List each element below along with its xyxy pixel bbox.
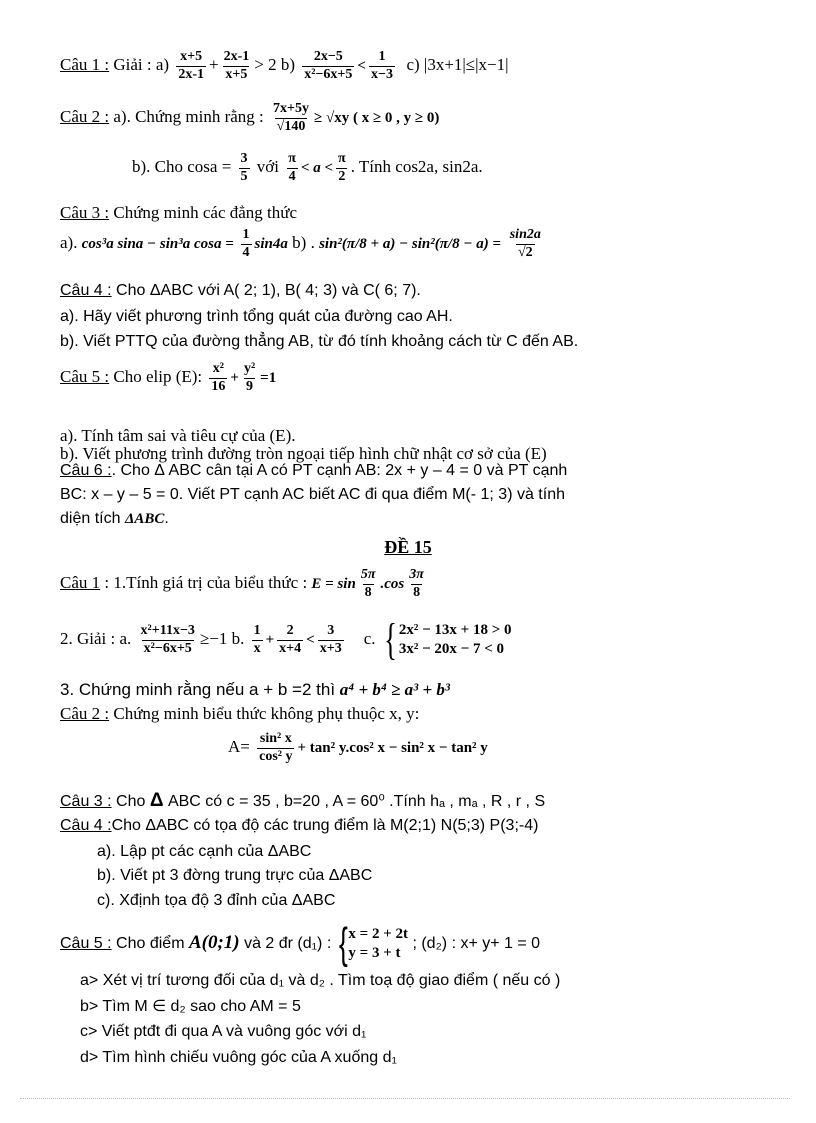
fraction: $\frac{\text{sin² x}}{\text{cos² y}}$	[259, 731, 293, 764]
de15-cau3: Câu 3 : Cho Δ ABC có c = 35 , b=20 , A = 60⁰ .Tính hₐ , mₐ , R , r , S	[60, 790, 546, 811]
question-label: Câu 4 :	[60, 282, 112, 299]
de15-cau2-expression: A= $\frac{\text{sin² x}}{\text{cos² y}}$ + tan² y.cos² x − sin² x − tan² y	[228, 731, 488, 764]
fraction: $\frac{\text{x²}}{16}$	[211, 361, 226, 394]
fraction: $\frac{\sin 2a}{√2}$	[509, 227, 541, 260]
fraction: $\frac{2x-5}{\text{x²−6x+5}}$	[304, 49, 353, 82]
equation-system: { x = 2 + 2t y = 3 + t	[338, 919, 409, 968]
de14-cau6: Câu 6 :. Cho Δ ABC cân tại A có PT cạnh AB: 2x + y – 4 = 0 và PT cạnh	[60, 462, 568, 479]
de14-cau6-line2: BC: x – y – 5 = 0. Viết PT cạnh AC biết AC đi qua điểm M(- 1; 3) và tính	[60, 486, 565, 503]
fraction: $\frac{1}{x}$	[253, 622, 261, 656]
question-label: Câu 5 :	[60, 367, 110, 387]
fraction: $\frac{\pi}{2}$	[338, 151, 346, 184]
de14-cau5b: b). Viết phương trình đường tròn ngoại tiếp hình chữ nhật cơ sở của (E)	[60, 444, 547, 463]
fraction: $\frac{3}{x+3}$	[319, 622, 342, 656]
question-label: Câu 2 :	[60, 704, 110, 723]
fraction: $\frac{\text{y²}}{9}$	[243, 361, 256, 394]
question-label: Câu 6 :	[60, 462, 112, 479]
question-label: Câu 4 :	[60, 817, 112, 834]
de14-cau3: Câu 3 : Chứng minh các đẳng thức	[60, 203, 298, 222]
equation-system: { 2x² − 13x + 18 > 0 3x² − 20x − 7 < 0	[383, 615, 512, 664]
de15-cau4: Câu 4 :Cho ΔABC có tọa độ các trung điểm là M(2;1) N(5;3) P(3;-4)	[60, 817, 539, 834]
de15-cau1-3: 3. Chứng minh rằng nếu a + b =2 thì a⁴ + b⁴ ≥ a³ + b³	[60, 680, 451, 699]
de14-cau4b: b). Viết PTTQ của đường thẳng AB, từ đó tính khoảng cách từ C đến AB.	[60, 333, 579, 350]
de14-cau2: Câu 2 : a). Chứng minh rằng : $\frac{7x+5y}{√140}$ ≥ √xy ( x ≥ 0 , y ≥ 0)	[60, 101, 440, 134]
de14-cau1: Câu 1 : Giải : a) $\frac{x+5}{2x-1}$ + $\frac{2x-1}{x+5}$ > 2 b) $\frac{2x-5}{\text{x²−6x+5}}$ < $\frac{1}{x-3}$ c) |3x+1|≤|x−1|	[60, 49, 509, 82]
de14-cau6-line3: diện tích ΔABC.	[60, 510, 169, 527]
de15-cau2: Câu 2 : Chứng minh biểu thức không phụ thuộc x, y:	[60, 704, 420, 723]
de14-cau5: Câu 5 : Cho elip (E): $\frac{\text{x²}}{16}$ + $\frac{\text{y²}}{9}$ =1	[60, 361, 277, 394]
fraction: $\frac{2x-1}{x+5}$	[223, 49, 250, 82]
de15-cau1: Câu 1 : 1.Tính giá trị của biểu thức : E = sin $\frac{5\pi}{8}$ .cos $\frac{3\pi}{8}$	[60, 567, 424, 600]
question-label: Câu 3 :	[60, 203, 110, 222]
fraction: $\frac{1}{4}$	[242, 227, 250, 260]
de14-cau2b: b). Cho cosa = $\frac{3}{5}$ với $\frac{\pi}{4}$ < a < $\frac{\pi}{2}$ . Tính cos2a, sin2a.	[132, 151, 483, 184]
fraction: $\frac{5\pi}{8}$	[360, 567, 376, 600]
de15-cau5d: d> Tìm hình chiếu vuông góc của A xuống d₁	[80, 1049, 397, 1066]
de15-cau5a: a> Xét vị trí tương đối của d₁ và d₂ . Tìm toạ độ giao điểm ( nếu có )	[80, 972, 561, 989]
question-label: Câu 2 :	[60, 107, 110, 127]
question-label: Câu 3 :	[60, 793, 112, 810]
exam-heading: ĐỀ 15	[384, 537, 432, 557]
fraction: $\frac{3}{5}$	[240, 151, 248, 184]
de15-cau5c: c> Viết ptđt đi qua A và vuông góc với d₁	[80, 1023, 367, 1040]
page-divider	[20, 1098, 790, 1099]
de15-cau5: Câu 5 : Cho điểm A(0;1) và 2 đr (d₁) : { x = 2 + 2t y = 3 + t ; (d₂) : x+ y+ 1 = 0	[60, 919, 541, 968]
fraction: $\frac{\text{x²+11x−3}}{\text{x²−6x+5}}$	[140, 622, 195, 656]
de15-cau5b: b> Tìm M ∈ d₂ sao cho AM = 5	[80, 998, 301, 1015]
fraction: $\frac{1}{x-3}$	[370, 49, 393, 82]
de14-cau4a: a). Hãy viết phương trình tổng quát của đường cao AH.	[60, 308, 453, 325]
de15-cau4c: c). Xđịnh tọa độ 3 đỉnh của ΔABC	[97, 892, 336, 909]
fraction: $\frac{7x+5y}{√140}$	[273, 101, 309, 134]
fraction: $\frac{2}{x+4}$	[279, 622, 302, 656]
fraction: $\frac{\pi}{4}$	[288, 151, 296, 184]
de14-cau3-identities: a). cos³a sina − sin³a cosa = $\frac{1}{4}$ sin4a b) . sin²(π/8 + a) − sin²(π/8 − a) = $\frac{\sin 2a}{√2}$	[60, 227, 541, 260]
de15-cau4b: b). Viết pt 3 đờng trung trực của ΔABC	[97, 867, 373, 884]
de14-cau5a: a). Tính tâm sai và tiêu cự của (E).	[60, 426, 296, 445]
question-label: Câu 1	[60, 573, 101, 593]
de15-cau1-2: 2. Giải : a. $\frac{\text{x²+11x−3}}{\text{x²−6x+5}}$ ≥−1 b. $\frac{1}{x}$ + $\frac{2}{x+4}$ < $\frac{3}{x+3}$ c. { 2x² − 13x + 18 > 0 3x² − 20x − 7 < 0	[60, 615, 512, 664]
fraction: $\frac{3\pi}{8}$	[409, 567, 424, 600]
de15-cau4a: a). Lập pt các cạnh của ΔABC	[97, 843, 312, 860]
fraction: $\frac{x+5}{2x-1}$	[178, 49, 204, 82]
question-label: Câu 1 :	[60, 55, 110, 75]
de14-cau4: Câu 4 : Cho ΔABC với A( 2; 1), B( 4; 3) và C( 6; 7).	[60, 282, 421, 299]
question-label: Câu 5 :	[60, 935, 112, 953]
